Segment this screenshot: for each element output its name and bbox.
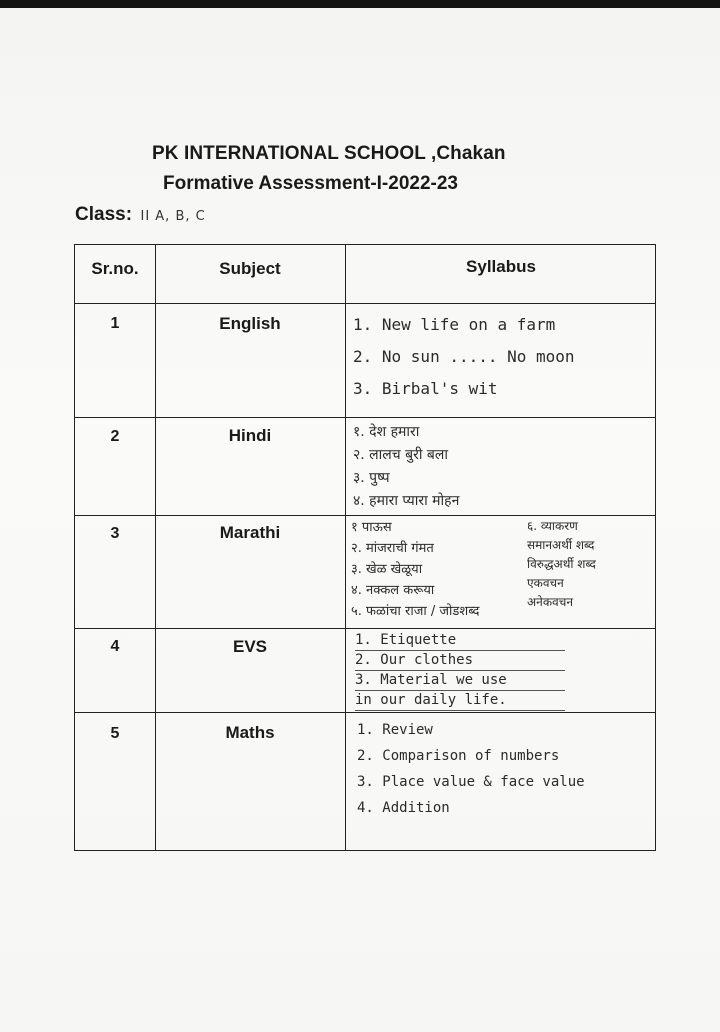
syllabus-item: 2. No sun ..... No moon	[353, 347, 575, 366]
row-divider	[75, 712, 655, 713]
row-sr: 4	[110, 638, 120, 655]
syllabus-list	[357, 717, 659, 821]
row-subject: EVS	[232, 637, 268, 656]
syllabus-item: 2. Comparison of numbers	[357, 748, 560, 764]
grammar-item: अनेकवचन	[527, 595, 573, 609]
grammar-list	[527, 517, 596, 612]
syllabus-item: 1. Review	[357, 722, 433, 738]
syllabus-table	[74, 244, 656, 851]
row-subject: Maths	[225, 723, 275, 742]
syllabus-item: 2. Our clothes	[355, 651, 565, 671]
row-divider	[75, 628, 655, 629]
row-divider	[75, 417, 655, 418]
column-divider	[155, 245, 156, 850]
grammar-item: ६. व्याकरण	[527, 519, 578, 533]
grammar-item: समानअर्थी शब्द	[527, 538, 595, 552]
syllabus-item: 3. Birbal's wit	[353, 379, 498, 398]
syllabus-item: ४. नक्कल करूया	[351, 583, 435, 598]
header-srno: Sr.no.	[91, 259, 139, 278]
syllabus-item: ३. खेळ खेळूया	[351, 562, 423, 577]
class-label: Class:	[75, 204, 133, 225]
row-subject: Marathi	[219, 523, 281, 542]
syllabus-item: ३. पुष्प	[353, 470, 390, 486]
top-bar	[0, 0, 720, 8]
syllabus-item: २. मांजराची गंमत	[351, 541, 434, 556]
document-page	[0, 8, 720, 1032]
syllabus-item: 1. Etiquette	[355, 631, 565, 651]
syllabus-list	[355, 631, 565, 711]
syllabus-item: ५. फळांचा राजा / जोडशब्द	[351, 604, 480, 619]
syllabus-item: ४. हमारा प्यारा मोहन	[353, 493, 460, 509]
syllabus-item: 3. Place value & face value	[357, 774, 585, 790]
grammar-item: विरुद्धअर्थी शब्द	[527, 557, 596, 571]
syllabus-list	[353, 421, 655, 513]
syllabus-item: १ पाऊस	[351, 520, 392, 535]
syllabus-item: 3. Material we use	[355, 671, 565, 691]
row-divider	[75, 303, 655, 304]
row-subject: Hindi	[228, 426, 272, 445]
syllabus-item: 1. New life on a farm	[353, 315, 556, 334]
syllabus-list	[351, 517, 521, 622]
row-sr: 3	[110, 525, 120, 542]
school-name: PK INTERNATIONAL SCHOOL ,Chakan	[152, 143, 506, 164]
syllabus-item: 4. Addition	[357, 800, 450, 816]
grammar-item: एकवचन	[527, 576, 564, 590]
assessment-title: Formative Assessment-I-2022-23	[163, 173, 458, 194]
row-sr: 1	[110, 315, 120, 332]
row-subject: English	[219, 314, 281, 333]
header-syllabus: Syllabus	[466, 257, 536, 276]
class-value: II A, B, C	[140, 209, 206, 224]
class-line	[75, 204, 206, 226]
syllabus-item: १. देश हमारा	[353, 424, 420, 440]
row-sr: 5	[110, 725, 120, 742]
syllabus-list	[353, 309, 655, 405]
syllabus-item: २. लालच बुरी बला	[353, 447, 449, 463]
row-divider	[75, 515, 655, 516]
syllabus-item: in our daily life.	[355, 691, 565, 711]
row-sr: 2	[110, 428, 120, 445]
header-subject: Subject	[219, 259, 281, 278]
column-divider	[345, 245, 346, 850]
